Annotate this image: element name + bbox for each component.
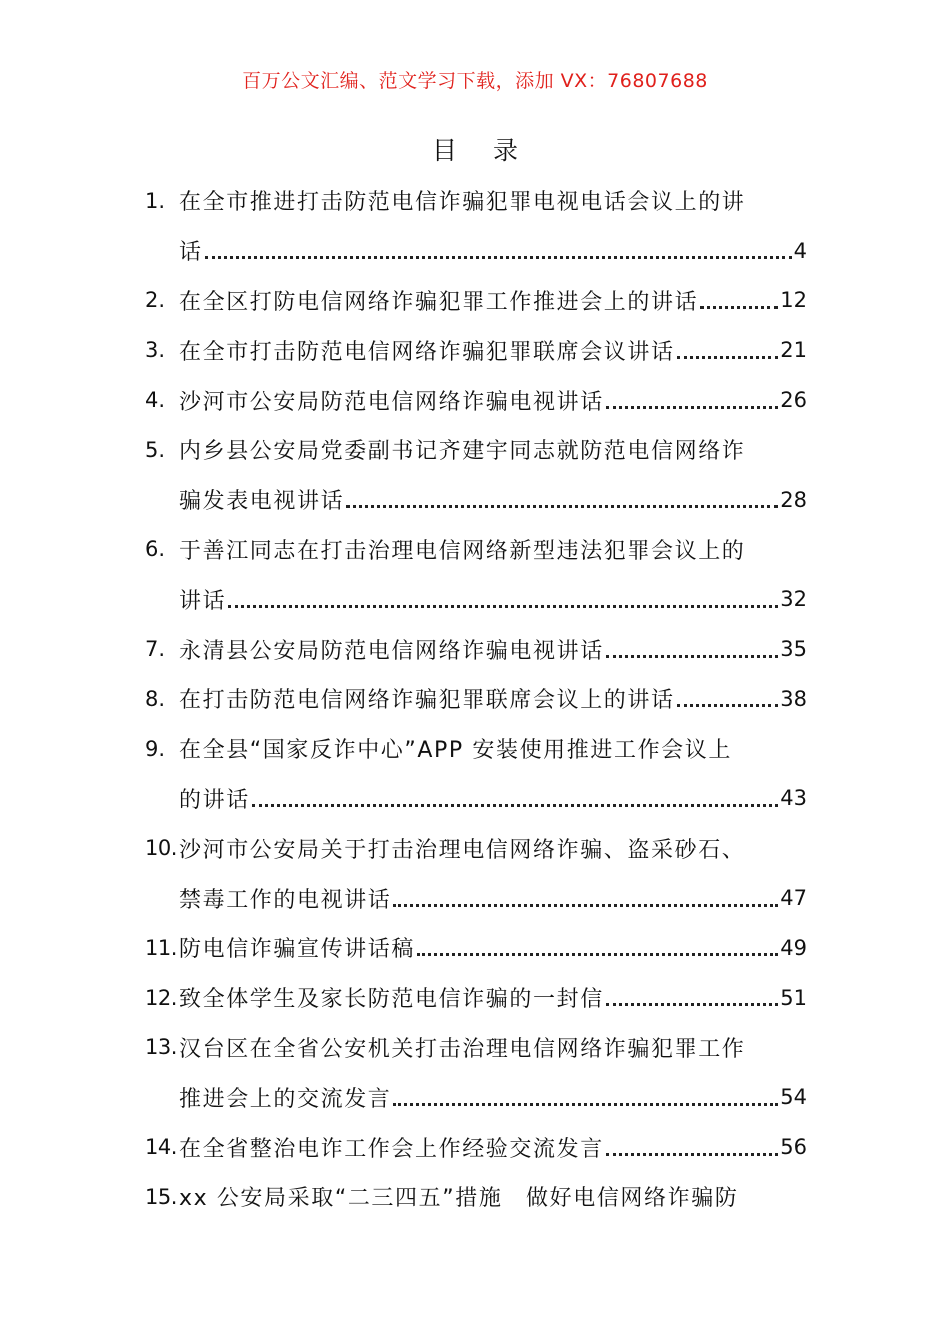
toc-title: 在全县“国家反诈中心”APP 安装使用推进工作会议上: [179, 738, 732, 764]
toc-number: 6.: [145, 537, 166, 562]
toc-entry[interactable]: [145, 325, 807, 375]
toc-number: 14.: [145, 1135, 177, 1160]
toc-number: 13.: [145, 1035, 177, 1060]
page-title: 目 录: [432, 136, 532, 165]
table-of-contents: [145, 176, 807, 1222]
toc-title: 防电信诈骗宣传讲话稿: [179, 937, 416, 963]
toc-page-number: 51: [780, 985, 807, 1010]
toc-page-number: 28: [780, 487, 807, 512]
leader-dots: [252, 782, 778, 807]
toc-title: 汉台区在全省公安机关打击治理电信网络诈骗犯罪工作: [179, 1036, 746, 1062]
toc-page-number: 26: [780, 388, 807, 413]
toc-page-number: 12: [780, 288, 807, 313]
toc-page-number: 35: [780, 637, 807, 662]
toc-title: 沙河市公安局防范电信网络诈骗电视讲话: [179, 389, 604, 415]
toc-entry[interactable]: [145, 1172, 807, 1222]
toc-title: 永清县公安局防范电信网络诈骗电视讲话: [179, 638, 604, 664]
toc-number: 9.: [145, 736, 166, 761]
toc-page-number: 49: [780, 935, 807, 960]
toc-title: 内乡县公安局党委副书记齐建宇同志就防范电信网络诈: [179, 439, 746, 465]
toc-entry[interactable]: [145, 624, 807, 674]
toc-number: 10.: [145, 836, 177, 861]
leader-dots: [393, 1081, 778, 1106]
toc-page-number: 32: [780, 587, 807, 612]
toc-title-cont: 禁毒工作的电视讲话: [179, 887, 392, 913]
toc-page-number: 43: [780, 786, 807, 811]
toc-title-cont: 讲话: [179, 588, 227, 614]
toc-page-number: 47: [780, 886, 807, 911]
toc-title: xx 公安局采取“二三四五”措施 做好电信网络诈骗防: [179, 1186, 739, 1212]
leader-dots: [606, 384, 778, 409]
toc-page-number: 4: [793, 238, 807, 263]
toc-entry[interactable]: [145, 973, 807, 1023]
leader-dots: [346, 483, 778, 508]
toc-entry[interactable]: [145, 425, 807, 525]
leader-dots: [700, 284, 778, 309]
toc-entry[interactable]: [145, 1122, 807, 1172]
toc-number: 5.: [145, 437, 166, 462]
toc-entry[interactable]: [145, 525, 807, 625]
toc-entry[interactable]: [145, 375, 807, 425]
toc-entry[interactable]: [145, 276, 807, 326]
toc-entry[interactable]: [145, 674, 807, 724]
toc-page-number: 56: [780, 1135, 807, 1160]
toc-number: 3.: [145, 338, 166, 363]
toc-number: 12.: [145, 985, 177, 1010]
toc-title: 于善江同志在打击治理电信网络新型违法犯罪会议上的: [179, 538, 746, 564]
leader-dots: [393, 882, 778, 907]
toc-entry[interactable]: [145, 923, 807, 973]
toc-number: 8.: [145, 686, 166, 711]
toc-entry[interactable]: [145, 1023, 807, 1123]
leader-dots: [606, 633, 778, 658]
leader-dots: [606, 1131, 778, 1156]
toc-title: 沙河市公安局关于打击治理电信网络诈骗、盗采砂石、: [179, 837, 746, 863]
leader-dots: [677, 334, 779, 359]
toc-title: 在全市推进打击防范电信诈骗犯罪电视电话会议上的讲: [179, 190, 746, 216]
toc-title: 在全区打防电信网络诈骗犯罪工作推进会上的讲话: [179, 289, 699, 315]
toc-number: 4.: [145, 388, 166, 413]
leader-dots: [417, 931, 778, 956]
toc-page-number: 21: [780, 338, 807, 363]
toc-entry[interactable]: [145, 176, 807, 276]
toc-entry[interactable]: [145, 724, 807, 824]
toc-title-cont: 骗发表电视讲话: [179, 489, 345, 515]
toc-number: 1.: [145, 188, 166, 213]
toc-title: 在全市打击防范电信网络诈骗犯罪联席会议讲话: [179, 339, 675, 365]
toc-title-cont: 话: [179, 240, 203, 266]
toc-title: 致全体学生及家长防范电信诈骗的一封信: [179, 987, 604, 1013]
toc-number: 15.: [145, 1184, 177, 1209]
toc-title-cont: 推进会上的交流发言: [179, 1086, 392, 1112]
toc-number: 11.: [145, 935, 177, 960]
leader-dots: [205, 234, 792, 259]
toc-number: 7.: [145, 637, 166, 662]
leader-dots: [606, 981, 778, 1006]
toc-title-cont: 的讲话: [179, 787, 250, 813]
leader-dots: [677, 682, 779, 707]
leader-dots: [228, 583, 778, 608]
watermark-header: 百万公文汇编、范文学习下载，添加 VX：76807688: [242, 70, 708, 92]
toc-page-number: 38: [780, 686, 807, 711]
toc-page-number: 54: [780, 1085, 807, 1110]
toc-title: 在全省整治电诈工作会上作经验交流发言: [179, 1136, 604, 1162]
toc-title: 在打击防范电信网络诈骗犯罪联席会议上的讲话: [179, 688, 675, 714]
toc-number: 2.: [145, 288, 166, 313]
toc-entry[interactable]: [145, 823, 807, 923]
